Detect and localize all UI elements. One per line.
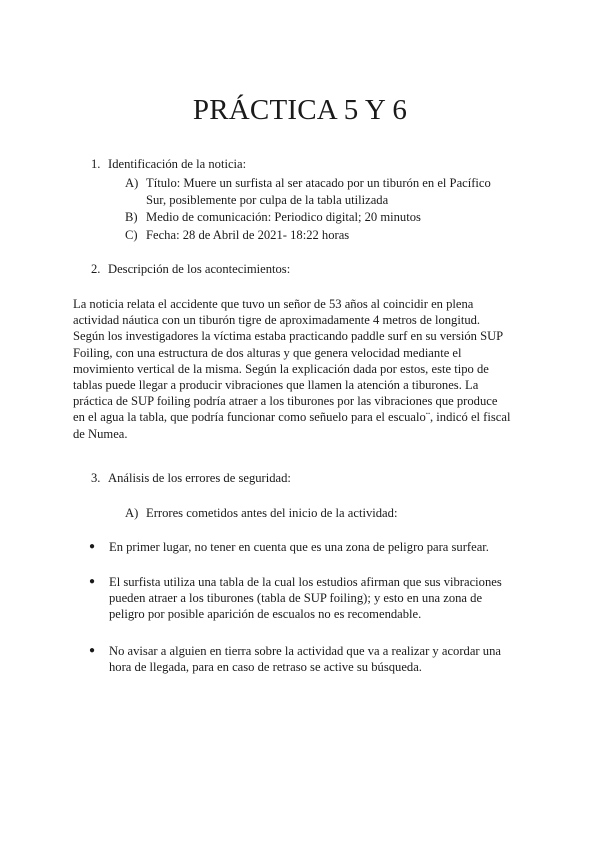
section-2-heading: Descripción de los acontecimientos:	[108, 262, 291, 276]
item-b-marker: B)	[125, 210, 138, 224]
section-3-heading: Análisis de los errores de seguridad:	[108, 471, 291, 485]
bullet-item-2	[109, 574, 529, 623]
paragraph-line: de Numea.	[73, 426, 128, 441]
section-3-number: 3.	[91, 471, 101, 485]
bullet-item-3	[109, 643, 529, 675]
subsection-a-heading: Errores cometidos antes del inicio de la actividad:	[146, 506, 398, 520]
item-c-marker: C)	[125, 228, 138, 242]
item-b-text: Medio de comunicación: Periodico digital; 20 minutos	[146, 210, 421, 224]
section-1-number: 1.	[91, 157, 101, 171]
paragraph-line: movimiento vertical de la misma. Según la explicación dada por estos, este tipo de	[73, 361, 489, 376]
item-a-line-1: Título: Muere un surfista al ser atacado por un tiburón en el Pacífico	[146, 176, 491, 190]
bullet-icon: ●	[89, 541, 96, 552]
item-a-marker: A)	[125, 176, 139, 190]
item-a-line-2: Sur, posiblemente por culpa de la tabla utilizada	[146, 193, 389, 207]
bullet-line: peligro por posible aparición de escualos no es recomendable.	[109, 607, 422, 622]
page-title: PRÁCTICA 5 Y 6	[192, 94, 408, 126]
bullet-line: El surfista utiliza una tabla de la cual los estudios afirman que sus vibraciones	[109, 575, 502, 589]
paragraph-line: La noticia relata el accidente que tuvo un señor de 53 años al coincidir en plena	[73, 297, 474, 311]
bullet-line: No avisar a alguien en tierra sobre la actividad que va a realizar y acordar una	[109, 644, 501, 658]
bullet-line: En primer lugar, no tener en cuenta que es una zona de peligro para surfear.	[109, 540, 489, 554]
section-2-number: 2.	[91, 262, 101, 276]
subsection-a-marker: A)	[125, 506, 139, 520]
paragraph-line: tablas puede llegar a producir vibraciones que llamen la atención a tiburones. La	[73, 378, 479, 393]
bullet-icon: ●	[89, 576, 96, 587]
item-c-text: Fecha: 28 de Abril de 2021- 18:22 horas	[146, 228, 350, 242]
bullet-line: hora de llegada, para en caso de retraso se active su búsqueda.	[109, 660, 422, 675]
paragraph-line: Según los investigadores la víctima estaba practicando paddle surf en su versión SUP	[73, 329, 504, 344]
paragraph-line: en el agua la tabla, que podría funcionar como señuelo para el escualo¨, indicó el fiscal	[73, 410, 511, 425]
bullet-line: pueden atraer a los tiburones (tabla de SUP foiling); y esto en una zona de	[109, 591, 483, 606]
section-1-heading: Identificación de la noticia:	[108, 157, 247, 171]
paragraph-line: actividad náutica con un tiburón tigre de aproximadamente 4 metros de longitud.	[73, 313, 481, 328]
paragraph-line: práctica de SUP foiling podría atraer a los tiburones por las vibraciones que produce	[73, 394, 498, 409]
description-paragraph	[73, 296, 528, 442]
bullet-icon: ●	[89, 645, 96, 656]
paragraph-line: Foiling, con una estructura de dos alturas y que genera velocidad mediante el	[73, 345, 462, 360]
bullet-item-1	[109, 539, 529, 555]
